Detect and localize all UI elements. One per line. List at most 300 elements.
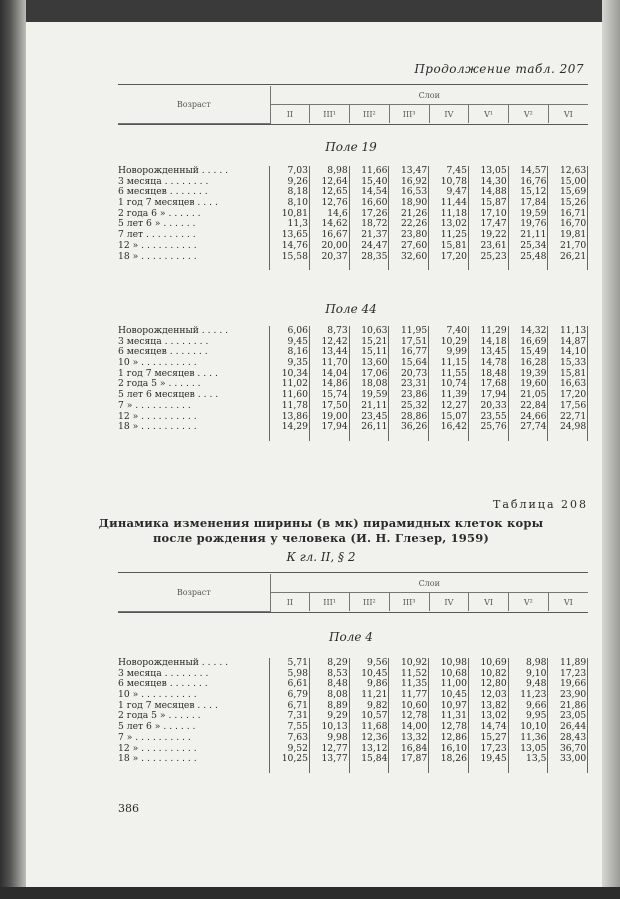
cell-value: 22,26 [400, 218, 428, 230]
layer-col: III¹ [310, 105, 350, 124]
cell-value: 8,10 [287, 197, 308, 209]
cell-value: 15,11 [361, 346, 388, 358]
cell-value: 15,12 [520, 186, 547, 198]
section-data [118, 326, 588, 433]
scan-border-bottom [0, 887, 620, 899]
cell-value: 12,80 [480, 678, 507, 690]
cell-value: 10,98 [440, 657, 467, 668]
layer-col: VI [469, 593, 509, 612]
cell-value: 13,45 [480, 346, 507, 358]
column-separator [428, 326, 429, 441]
cell-value: 15,84 [361, 753, 388, 765]
cell-value: 21,37 [361, 229, 388, 241]
cell-value: 17,94 [480, 389, 507, 401]
cell-value: 13,05 [520, 742, 547, 754]
cell-value: 8,48 [327, 678, 348, 690]
cell-value: 9,47 [446, 186, 467, 198]
cell-value: 14,57 [520, 165, 547, 176]
table-row [118, 166, 588, 177]
cell-value: 23,80 [400, 229, 428, 241]
cell-value: 14,87 [559, 335, 587, 347]
cell-value: 20,37 [321, 250, 348, 262]
cell-value: 11,70 [321, 357, 348, 369]
cell-value: 17,10 [480, 207, 507, 219]
cell-value: 7,40 [446, 325, 467, 336]
layer-col: IV [429, 593, 469, 612]
cell-value: 18,90 [400, 197, 428, 209]
cell-value: 11,35 [400, 678, 428, 690]
continuation-title: Продолжение табл. 207 [414, 62, 584, 76]
column-separator [587, 326, 588, 441]
cell-value: 9,82 [367, 699, 388, 711]
cell-value: 23,90 [559, 689, 587, 701]
cell-value: 11,66 [361, 165, 388, 176]
cell-value: 11,77 [400, 689, 428, 701]
cell-value: 10,60 [400, 699, 428, 711]
cell-value: 13,82 [480, 699, 507, 711]
column-separator [508, 166, 509, 270]
cell-value: 18,48 [480, 367, 507, 379]
cell-value: 19,59 [361, 389, 388, 401]
table-row [118, 669, 588, 680]
cell-value: 23,45 [361, 410, 388, 422]
cell-value: 11,39 [440, 389, 467, 401]
layer-col: VI [548, 105, 588, 124]
cell-value: 25,48 [520, 250, 547, 262]
section-title: Поле 4 [329, 630, 373, 644]
table-row [118, 690, 588, 701]
column-separator [468, 166, 469, 270]
cell-value: 19,22 [480, 229, 507, 241]
table-row [118, 722, 588, 733]
column-separator [547, 166, 548, 270]
cell-value: 10,25 [281, 753, 308, 765]
cell-value: 13,05 [480, 165, 507, 176]
cell-value: 14,86 [321, 378, 348, 390]
cell-value: 25,34 [520, 239, 547, 251]
row-label: 2 года 5 » . . . . . . [118, 379, 201, 390]
column-separator [428, 658, 429, 773]
cell-value: 15,21 [361, 335, 388, 347]
cell-value: 5,71 [287, 657, 308, 668]
cell-value: 6,71 [287, 699, 308, 711]
cell-value: 16,67 [321, 229, 348, 241]
cell-value: 9,56 [367, 657, 388, 668]
cell-value: 19,60 [520, 378, 547, 390]
column-separator [547, 326, 548, 441]
cell-value: 15,07 [440, 410, 467, 422]
cell-value: 10,82 [480, 667, 507, 679]
cell-value: 19,81 [559, 229, 587, 241]
cell-value: 17,94 [321, 421, 348, 433]
cell-value: 23,55 [480, 410, 507, 422]
cell-value: 8,16 [287, 346, 308, 358]
cell-value: 13,02 [480, 710, 507, 722]
header-top-rule [118, 84, 588, 85]
cell-value: 15,27 [480, 731, 507, 743]
cell-value: 16,76 [520, 175, 547, 187]
column-separator [388, 326, 389, 441]
cell-value: 10,68 [440, 667, 467, 679]
layer-col: VI [548, 593, 588, 612]
row-label: 3 месяца . . . . . . . . [118, 176, 209, 187]
table-row [118, 379, 588, 390]
row-label: 12 » . . . . . . . . . . [118, 743, 197, 754]
table-row [118, 347, 588, 358]
cell-value: 8,98 [327, 165, 348, 176]
cell-value: 10,74 [440, 378, 467, 390]
cell-value: 28,43 [559, 731, 587, 743]
cell-value: 17,20 [559, 389, 587, 401]
layer-col: III¹ [310, 593, 350, 612]
cell-value: 15,87 [480, 197, 507, 209]
cell-value: 17,23 [559, 667, 587, 679]
cell-value: 9,45 [287, 335, 308, 347]
table-row [118, 187, 588, 198]
table-row [118, 733, 588, 744]
cell-value: 10,45 [440, 689, 467, 701]
cell-value: 15,00 [559, 175, 587, 187]
table-row [118, 754, 588, 765]
layer-col: II [270, 593, 310, 612]
table-row [118, 679, 588, 690]
table-row [118, 369, 588, 380]
cell-value: 21,11 [520, 229, 547, 241]
cell-value: 17,47 [480, 218, 507, 230]
column-separator [269, 658, 270, 773]
cell-value: 11,21 [361, 689, 388, 701]
cell-value: 27,60 [400, 239, 428, 251]
section-data [118, 658, 588, 765]
cell-value: 12,03 [480, 689, 507, 701]
scan-border-left [0, 0, 26, 899]
header-bottom-rule [118, 612, 588, 613]
cell-value: 8,53 [327, 667, 348, 679]
table-header-top [118, 86, 588, 124]
row-label: 1 год 7 месяцев . . . . [118, 198, 218, 209]
cell-value: 10,92 [400, 657, 428, 668]
cell-value: 13,5 [526, 753, 547, 765]
cell-value: 25,32 [400, 399, 428, 411]
column-separator [349, 166, 350, 270]
column-separator [428, 166, 429, 270]
column-separator [309, 658, 310, 773]
cell-value: 11,52 [400, 667, 428, 679]
cell-value: 9,35 [287, 357, 308, 369]
cell-value: 20,00 [321, 239, 348, 251]
cell-value: 20,73 [400, 367, 428, 379]
cell-value: 13,47 [400, 165, 428, 176]
header-top-rule [118, 572, 588, 573]
cell-value: 26,21 [559, 250, 587, 262]
table-row [118, 401, 588, 412]
column-separator [547, 658, 548, 773]
age-header: Возраст [118, 574, 270, 611]
layer-col: III³ [389, 593, 429, 612]
cell-value: 19,66 [559, 678, 587, 690]
layer-col: II [270, 105, 310, 124]
cell-value: 17,84 [520, 197, 547, 209]
row-label: 6 месяцев . . . . . . . [118, 187, 208, 198]
row-label: 18 » . . . . . . . . . . [118, 754, 197, 765]
cell-value: 12,78 [440, 721, 467, 733]
cell-value: 9,99 [446, 346, 467, 358]
book-page [26, 22, 602, 887]
cell-value: 11,13 [559, 325, 587, 336]
column-separator [587, 166, 588, 270]
cell-value: 12,86 [440, 731, 467, 743]
table-row [118, 177, 588, 188]
cell-value: 24,66 [520, 410, 547, 422]
cell-value: 12,78 [400, 710, 428, 722]
column-separator [388, 166, 389, 270]
cell-value: 10,78 [440, 175, 467, 187]
row-label: Новорожденный . . . . . [118, 166, 229, 176]
table-row [118, 701, 588, 712]
cell-value: 13,86 [281, 410, 308, 422]
cell-value: 15,64 [400, 357, 428, 369]
cell-value: 9,95 [526, 710, 547, 722]
cell-value: 10,97 [440, 699, 467, 711]
cell-value: 17,51 [400, 335, 428, 347]
cell-value: 15,26 [559, 197, 587, 209]
cell-value: 28,35 [361, 250, 388, 262]
cell-value: 25,23 [480, 250, 507, 262]
cell-value: 17,56 [559, 399, 587, 411]
cell-value: 16,10 [440, 742, 467, 754]
cell-value: 11,95 [400, 325, 428, 336]
cell-value: 11,25 [440, 229, 467, 241]
row-label: 18 » . . . . . . . . . . [118, 422, 197, 433]
cell-value: 20,33 [480, 399, 507, 411]
cell-value: 18,26 [440, 753, 467, 765]
table-row [118, 241, 588, 252]
page-number: 386 [118, 802, 139, 815]
cell-value: 13,12 [361, 742, 388, 754]
table-header-bottom [118, 574, 588, 612]
cell-value: 15,40 [361, 175, 388, 187]
cell-value: 14,54 [361, 186, 388, 198]
cell-value: 8,89 [327, 699, 348, 711]
cell-value: 16,42 [440, 421, 467, 433]
cell-value: 10,13 [321, 721, 348, 733]
cell-value: 10,69 [480, 657, 507, 668]
cell-value: 17,50 [321, 399, 348, 411]
table-row [118, 744, 588, 755]
table-row [118, 711, 588, 722]
cell-value: 16,92 [400, 175, 428, 187]
cell-value: 28,86 [400, 410, 428, 422]
column-separator [269, 326, 270, 441]
cell-value: 17,68 [480, 378, 507, 390]
column-separator [349, 326, 350, 441]
cell-value: 7,31 [287, 710, 308, 722]
cell-value: 21,86 [559, 699, 587, 711]
cell-value: 13,44 [321, 346, 348, 358]
cell-value: 14,29 [281, 421, 308, 433]
cell-value: 14,04 [321, 367, 348, 379]
row-label: 7 лет . . . . . . . . . [118, 230, 196, 241]
row-label: 7 » . . . . . . . . . . [118, 732, 191, 743]
cell-value: 21,11 [361, 399, 388, 411]
cell-value: 16,28 [520, 357, 547, 369]
row-label: 10 » . . . . . . . . . . [118, 358, 197, 369]
cell-value: 8,98 [526, 657, 547, 668]
cell-value: 14,18 [480, 335, 507, 347]
cell-value: 21,05 [520, 389, 547, 401]
row-label: 12 » . . . . . . . . . . [118, 411, 197, 422]
column-separator [309, 166, 310, 270]
cell-value: 11,60 [281, 389, 308, 401]
cell-value: 13,65 [281, 229, 308, 241]
cell-value: 24,98 [559, 421, 587, 433]
table-row [118, 358, 588, 369]
cell-value: 14,10 [559, 346, 587, 358]
cell-value: 10,63 [361, 325, 388, 336]
table-row [118, 412, 588, 423]
cell-value: 12,42 [321, 335, 348, 347]
cell-value: 14,88 [480, 186, 507, 198]
cell-value: 17,06 [361, 367, 388, 379]
cell-value: 10,57 [361, 710, 388, 722]
cell-value: 11,89 [559, 657, 587, 668]
cell-value: 14,32 [520, 325, 547, 336]
cell-value: 12,76 [321, 197, 348, 209]
row-label: Новорожденный . . . . . [118, 326, 229, 336]
column-separator [269, 166, 270, 270]
table-row [118, 422, 588, 433]
cell-value: 27,74 [520, 421, 547, 433]
cell-value: 14,78 [480, 357, 507, 369]
cell-value: 25,76 [480, 421, 507, 433]
layer-col: III² [350, 105, 390, 124]
row-label: 7 » . . . . . . . . . . [118, 400, 191, 411]
column-separator [508, 326, 509, 441]
cell-value: 11,02 [281, 378, 308, 390]
cell-value: 5,98 [287, 667, 308, 679]
cell-value: 12,63 [559, 165, 587, 176]
cell-value: 9,48 [526, 678, 547, 690]
column-separator [349, 658, 350, 773]
cell-value: 9,98 [327, 731, 348, 743]
table-number: Таблица 208 [493, 498, 588, 511]
layer-col: V² [509, 105, 549, 124]
cell-value: 16,84 [400, 742, 428, 754]
cell-value: 15,81 [440, 239, 467, 251]
cell-value: 16,53 [400, 186, 428, 198]
cell-value: 7,45 [446, 165, 467, 176]
layer-col: III³ [389, 105, 429, 124]
cell-value: 15,74 [321, 389, 348, 401]
row-label: 2 года 5 » . . . . . . [118, 711, 201, 722]
table-row [118, 198, 588, 209]
cell-value: 11,78 [281, 399, 308, 411]
table-row [118, 326, 588, 337]
cell-value: 11,15 [440, 357, 467, 369]
cell-value: 11,55 [440, 367, 467, 379]
cell-value: 8,73 [327, 325, 348, 336]
cell-value: 26,44 [559, 721, 587, 733]
cell-value: 19,59 [520, 207, 547, 219]
cell-value: 19,00 [321, 410, 348, 422]
cell-value: 8,29 [327, 657, 348, 668]
cell-value: 11,23 [520, 689, 547, 701]
cell-value: 9,52 [287, 742, 308, 754]
section-title: Поле 19 [325, 140, 377, 154]
cell-value: 11,68 [361, 721, 388, 733]
table-title [86, 516, 556, 546]
cell-value: 9,66 [526, 699, 547, 711]
cell-value: 36,26 [400, 421, 428, 433]
cell-value: 22,71 [559, 410, 587, 422]
cell-value: 19,39 [520, 367, 547, 379]
cell-value: 32,60 [400, 250, 428, 262]
cell-value: 14,30 [480, 175, 507, 187]
cell-value: 16,60 [361, 197, 388, 209]
table-row [118, 219, 588, 230]
cell-value: 16,69 [520, 335, 547, 347]
row-label: 6 месяцев . . . . . . . [118, 679, 208, 690]
cell-value: 16,77 [400, 346, 428, 358]
row-label: 3 месяца . . . . . . . . [118, 336, 209, 347]
cell-value: 15,58 [281, 250, 308, 262]
cell-value: 11,18 [440, 207, 467, 219]
cell-value: 15,49 [520, 346, 547, 358]
cell-value: 16,63 [559, 378, 587, 390]
cell-value: 21,26 [400, 207, 428, 219]
column-separator [309, 326, 310, 441]
table-row [118, 209, 588, 220]
cell-value: 17,20 [440, 250, 467, 262]
cell-value: 13,60 [361, 357, 388, 369]
layer-col: V² [509, 593, 549, 612]
cell-value: 15,81 [559, 367, 587, 379]
cell-value: 22,84 [520, 399, 547, 411]
row-label: 6 месяцев . . . . . . . [118, 347, 208, 358]
table-row [118, 230, 588, 241]
cell-value: 12,36 [361, 731, 388, 743]
layer-col: IV [429, 105, 469, 124]
cell-value: 12,65 [321, 186, 348, 198]
row-label: 3 месяца . . . . . . . . [118, 668, 209, 679]
cell-value: 15,69 [559, 186, 587, 198]
layers-header: Слои [270, 574, 588, 593]
cell-value: 14,76 [281, 239, 308, 251]
row-label: 12 » . . . . . . . . . . [118, 240, 197, 251]
cell-value: 7,03 [287, 165, 308, 176]
cell-value: 11,36 [520, 731, 547, 743]
cell-value: 14,74 [480, 721, 507, 733]
cell-value: 7,63 [287, 731, 308, 743]
row-label: 5 лет 6 » . . . . . . [118, 219, 196, 230]
row-label: 2 года 6 » . . . . . . [118, 208, 201, 219]
cell-value: 11,44 [440, 197, 467, 209]
cell-value: 14,62 [321, 218, 348, 230]
cell-value: 19,45 [480, 753, 507, 765]
cell-value: 24,47 [361, 239, 388, 251]
row-label: 10 » . . . . . . . . . . [118, 690, 197, 701]
cell-value: 17,87 [400, 753, 428, 765]
cell-value: 21,70 [559, 239, 587, 251]
cell-value: 7,55 [287, 721, 308, 733]
column-separator [468, 658, 469, 773]
cell-value: 13,32 [400, 731, 428, 743]
cell-value: 16,71 [559, 207, 587, 219]
scan-border-right [602, 0, 620, 899]
header-bottom-rule [118, 124, 588, 125]
cell-value: 17,23 [480, 742, 507, 754]
chapter-reference: К гл. II, § 2 [286, 550, 356, 564]
